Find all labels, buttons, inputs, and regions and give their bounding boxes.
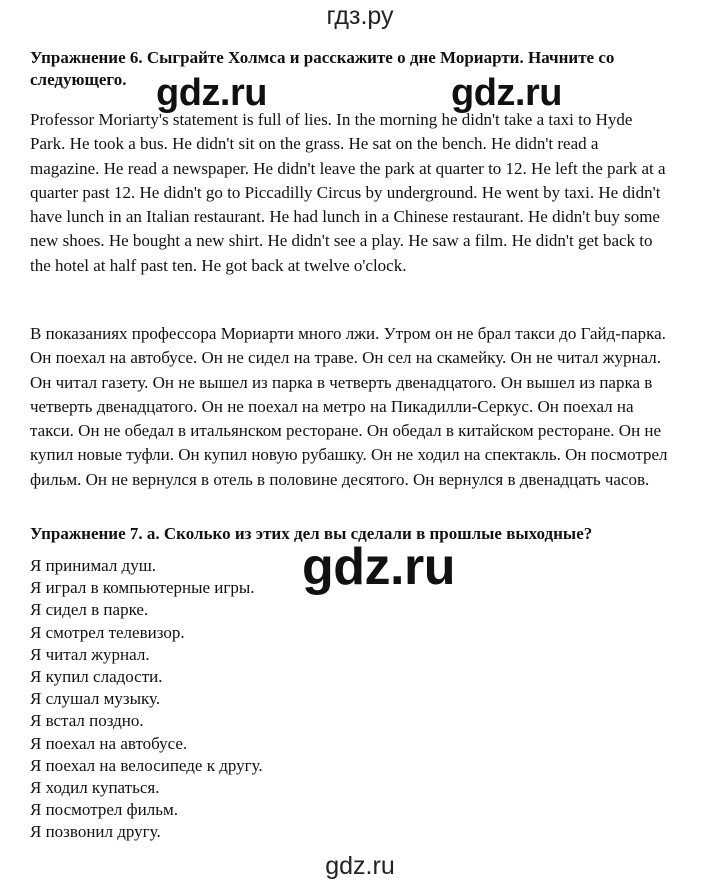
list-item: Я играл в компьютерные игры. — [30, 578, 255, 598]
exercise-6-title: Упражнение 6. Сыграйте Холмса и расскажите о дне Мориарти. Начните со следующего. — [30, 48, 615, 89]
list-item: Я смотрел телевизор. — [30, 622, 185, 642]
exercise-7-activity-list — [30, 555, 263, 844]
exercise-6-english-text: Professor Moriarty's statement is full of lies. In the morning he didn't take a taxi to Hyde Park. He took a bus. He didn't sit on the grass. He sat on the bench. He didn't read a magazine. He read a newspaper. He didn't leave the park at quarter to 12. He left the park at a quarter past 12. He didn't go to Piccadilly Circus by underground. He went by taxi. He didn't have lunch in an Italian restaurant. He had lunch in a Chinese restaurant. He didn't buy some new shoes. He bought a new shirt. He didn't see a play. He saw a film. He didn't get back to the hotel at half past ten. He got back at twelve o'clock. — [30, 110, 666, 275]
exercise-7-title: Упражнение 7. а. Сколько из этих дел вы сделали в прошлые выходные? — [30, 524, 593, 543]
list-item: Я слушал музыку. — [30, 689, 161, 709]
list-item: Я купил сладости. — [30, 667, 163, 687]
list-item: Я посмотрел фильм. — [30, 800, 178, 820]
list-item: Я позвонил другу. — [30, 822, 161, 842]
site-header: гдз.ру — [326, 2, 394, 30]
watermark: gdz.ru — [302, 538, 455, 596]
watermark: gdz.ru — [156, 72, 267, 114]
list-item: Я сидел в парке. — [30, 600, 149, 620]
list-item: Я принимал душ. — [30, 556, 157, 575]
list-item: Я поехал на велосипеде к другу. — [30, 755, 263, 775]
list-item: Я ходил купаться. — [30, 778, 160, 798]
watermark: gdz.ru — [451, 72, 562, 114]
site-footer: gdz.ru — [325, 852, 395, 880]
list-item: Я поехал на автобусе. — [30, 733, 188, 753]
exercise-6-russian-text: В показаниях профессора Мориарти много лжи. Утром он не брал такси до Гайд-парка. Он поехал на автобусе. Он не сидел на траве. Он сел на скамейку. Он не читал журнал. Он читал газету. Он не вышел из парка в четверть двенадцатого. Он вышел из парка в четверть двенадцатого. Он не поехал на метро на Пикадилли-Серкус. Он поехал на такси. Он не обедал в итальянском ресторане. Он обедал в китайском ресторане. Он не купил новые туфли. Он купил новую рубашку. Он не ходил на спектакль. Он посмотрел фильм. Он не вернулся в отель в половине десятого. Он вернулся в двенадцать часов. — [30, 324, 668, 489]
list-item: Я читал журнал. — [30, 644, 150, 664]
list-item: Я встал поздно. — [30, 711, 144, 731]
